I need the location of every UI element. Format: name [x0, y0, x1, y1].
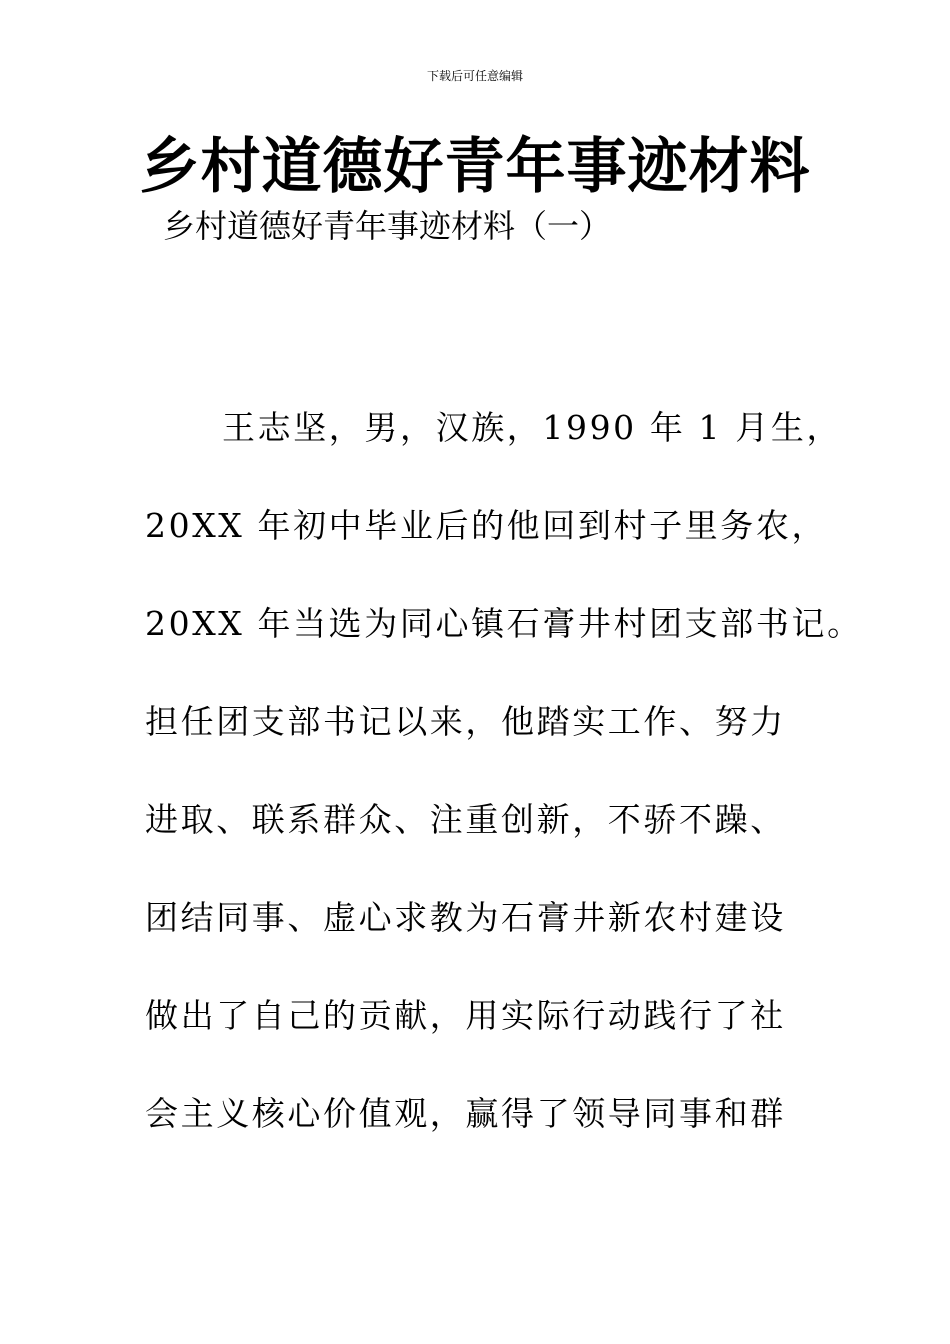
document-subtitle: 乡村道德好青年事迹材料（一） [163, 207, 612, 245]
body-text-line: 20XX 年当选为同心镇石膏井村团支部书记。 [145, 604, 863, 643]
body-text-line: 王志坚，男，汉族，1990 年 1 月生， [222, 408, 843, 447]
body-text-line: 进取、联系群众、注重创新，不骄不躁、 [145, 800, 786, 839]
body-text-line: 会主义核心价值观，赢得了领导同事和群 [145, 1094, 786, 1133]
body-text-line: 做出了自己的贡献，用实际行动践行了社 [145, 996, 786, 1035]
header-note: 下载后可任意编辑 [426, 69, 523, 83]
body-text-line: 团结同事、虚心求教为石膏井新农村建设 [145, 898, 786, 937]
document-title: 乡村道德好青年事迹材料 [139, 132, 811, 202]
body-text-line: 20XX 年初中毕业后的他回到村子里务农， [145, 506, 828, 545]
body-text-line: 担任团支部书记以来，他踏实工作、努力 [145, 702, 786, 741]
